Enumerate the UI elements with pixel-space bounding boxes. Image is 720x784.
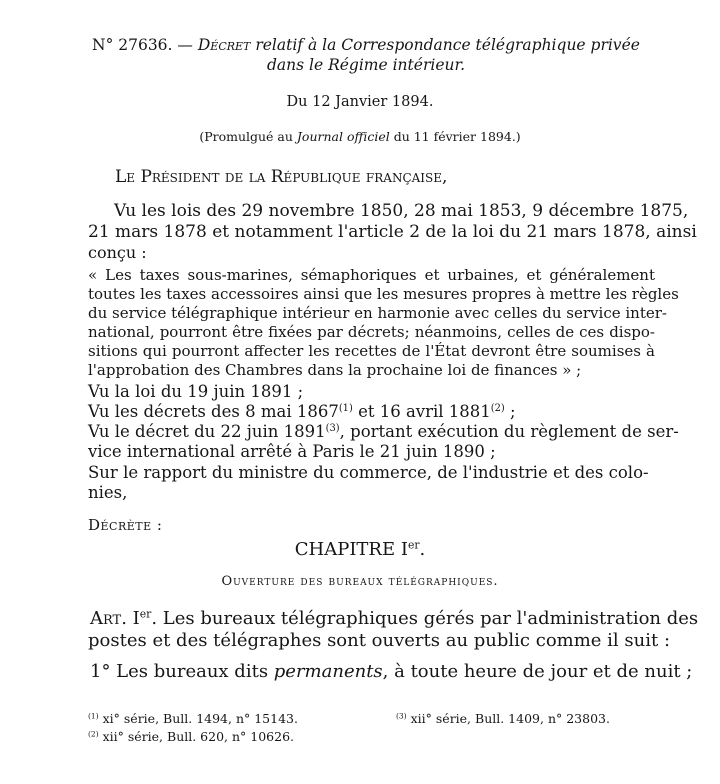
vu-decret-text2: , portant exécution du règlement de ser- — [339, 422, 679, 441]
quote-line1: « Les taxes sous-marines, sémaphoriques et urbaines, et généralement — [88, 266, 655, 284]
quote-line4: national, pourront être fixées par décrets; néanmoins, celles de ces dispo- — [88, 323, 655, 341]
article1-line1-rest: . Les bureaux télégraphiques gérés par l'administration des — [151, 608, 699, 629]
vu-lois-line1: Vu les lois des 29 novembre 1850, 28 mai 1853, 9 décembre 1875, — [114, 201, 689, 221]
footnote-ref-1[interactable]: (1) — [338, 403, 353, 415]
decree-header-line2 — [267, 56, 465, 74]
journal-officiel: Journal officiel — [296, 129, 390, 144]
article1-line1 — [90, 608, 698, 629]
article-sup: er — [139, 607, 152, 621]
quote-line6: l'approbation des Chambres dans la prochaine loi de finances » ; — [88, 361, 582, 379]
footnote-ref-2[interactable]: (2) — [490, 403, 505, 415]
promulgation-note — [0, 129, 720, 144]
vu-decrets-text3: ; — [504, 402, 516, 421]
decree-date-text: Du 12 Janvier 1894. — [286, 94, 434, 110]
vu-decret-line1 — [88, 422, 679, 441]
decree-date — [0, 94, 720, 110]
footnote-mark-2: (2) — [88, 729, 99, 739]
rapport-line2: nies, — [88, 483, 128, 502]
promulgation-open: (Promulgué au — [199, 129, 297, 144]
section-title: Ouverture des bureaux télégraphiques. — [221, 574, 499, 589]
vu-decret-text1: Vu le décret du 22 juin 1891 — [88, 422, 326, 441]
footnote-2 — [88, 729, 294, 744]
president-heading — [115, 167, 447, 187]
item-number: 1° — [90, 661, 111, 682]
vu-decrets-text2: et 16 avril 1881 — [352, 402, 491, 421]
header-dash: — — [177, 36, 193, 54]
footnote-mark-1: (1) — [88, 711, 99, 721]
vu-lois-line2: 21 mars 1878 et notamment l'article 2 de la loi du 21 mars 1878, ainsi — [88, 222, 697, 242]
article1-line2: postes et des télégraphes sont ouverts au public comme il suit : — [88, 630, 671, 651]
chapter-period: . — [419, 539, 426, 560]
chapter-label: CHAPITRE I — [294, 539, 408, 560]
chapter-sup: er — [407, 538, 420, 552]
decret-label: Décret — [197, 36, 251, 54]
rapport-line1: Sur le rapport du ministre du commerce, de l'industrie et des colo- — [88, 463, 649, 482]
vu-loi-1891: Vu la loi du 19 juin 1891 ; — [88, 382, 304, 401]
vu-decrets — [88, 402, 516, 421]
quote-line5: sitions qui pourront affecter les recettes de l'État devront être soumises à — [88, 342, 655, 360]
item-italic: permanents — [273, 661, 383, 682]
footnote-text-3: xii° série, Bull. 1409, n° 23803. — [410, 711, 610, 726]
article-label: Art. I — [90, 608, 140, 629]
vu-lois-line3: conçu : — [88, 243, 147, 262]
footnote-ref-3[interactable]: (3) — [325, 423, 340, 435]
footnote-mark-3: (3) — [396, 711, 407, 721]
decree-number: N° 27636. — [92, 36, 173, 54]
footnote-3 — [396, 711, 610, 726]
item-text1: Les bureaux dits — [110, 661, 274, 682]
footnote-1 — [88, 711, 298, 726]
quote-line3: du service télégraphique intérieur en harmonie avec celles du service inter- — [88, 304, 667, 322]
footnote-text-1: xi° série, Bull. 1494, n° 15143. — [102, 711, 298, 726]
president-text: Le Président de la République française, — [115, 167, 448, 187]
vu-decrets-text1: Vu les décrets des 8 mai 1867 — [88, 402, 339, 421]
item-text2: , à toute heure de jour et de nuit ; — [382, 661, 693, 682]
quote-line2: toutes les taxes accessoires ainsi que les mesures propres à mettre les règles — [88, 285, 679, 303]
promulgation-close: du 11 février 1894.) — [389, 129, 521, 144]
article1-item1 — [90, 661, 692, 682]
decrete-heading: Décrète : — [88, 516, 163, 534]
chapter-heading — [0, 539, 720, 560]
footnote-text-2: xii° série, Bull. 620, n° 10626. — [102, 729, 295, 744]
decree-title-line2: dans le Régime intérieur. — [267, 56, 466, 74]
vu-decret-line2: vice international arrêté à Paris le 21 juin 1890 ; — [88, 442, 496, 461]
decree-header-line1 — [92, 36, 640, 54]
decree-title-line1: relatif à la Correspondance télégraphique privée — [255, 36, 640, 54]
